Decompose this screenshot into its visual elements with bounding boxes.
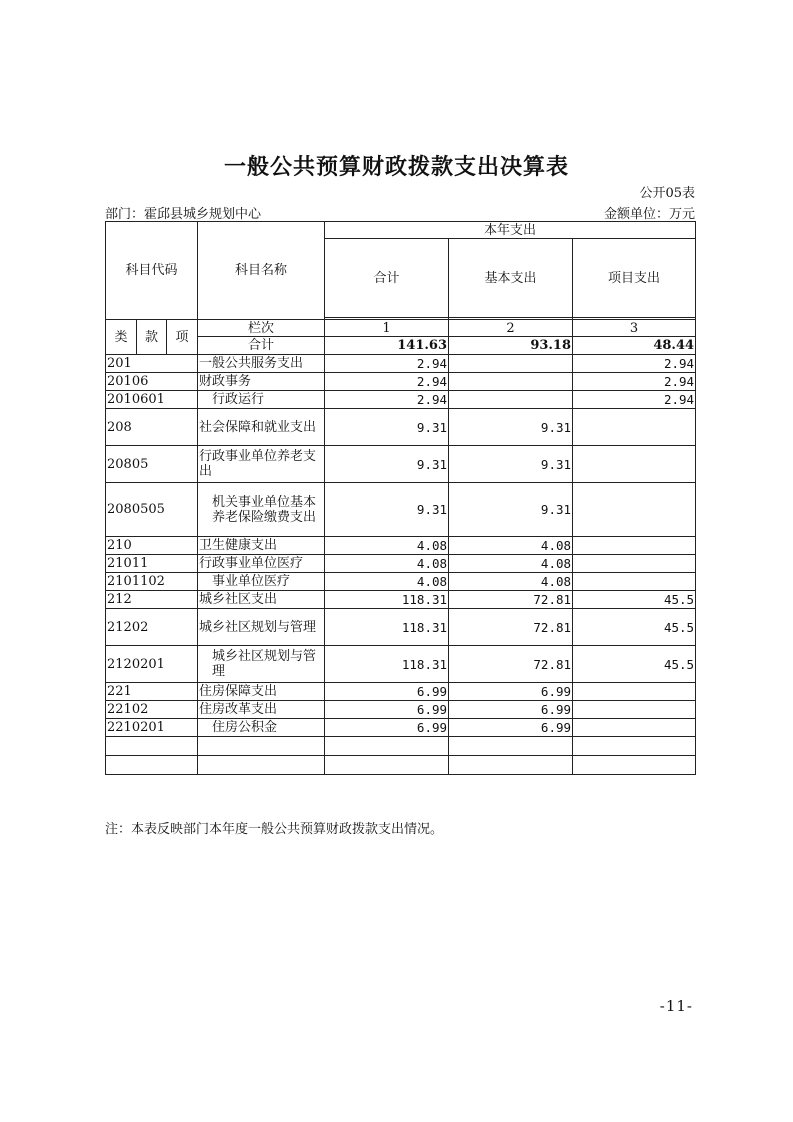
table-row [106, 646, 696, 683]
empty-row [106, 737, 696, 756]
row-code: 21202 [106, 609, 198, 646]
row-project: 2.94 [573, 355, 696, 373]
table-row [106, 609, 696, 646]
empty-cell [573, 756, 696, 775]
row-code: 212 [106, 591, 198, 609]
row-basic: 6.99 [449, 683, 573, 701]
row-code: 221 [106, 683, 198, 701]
row-total: 6.99 [325, 701, 449, 719]
row-basic: 6.99 [449, 719, 573, 737]
unit-label: 金额单位：万元 [603, 207, 695, 222]
page-number: -11- [659, 997, 693, 1015]
row-project [573, 683, 696, 701]
row-total: 4.08 [325, 573, 449, 591]
row-code: 210 [106, 537, 198, 555]
row-total: 2.94 [325, 373, 449, 391]
row-project: 2.94 [573, 373, 696, 391]
row-name: 卫生健康支出 [198, 537, 325, 555]
row-basic: 4.08 [449, 537, 573, 555]
row-total: 118.31 [325, 646, 449, 683]
header-code: 科目代码 [106, 222, 198, 320]
col-index-3: 3 [573, 320, 696, 337]
row-name: 城乡社区支出 [198, 591, 325, 609]
row-project: 2.94 [573, 391, 696, 409]
row-project [573, 483, 696, 537]
row-code: 20805 [106, 446, 198, 483]
row-project [573, 537, 696, 555]
row-project: 45.5 [573, 591, 696, 609]
header-xiang: 项 [167, 320, 198, 355]
header-lei: 类 [106, 320, 137, 355]
table-row [106, 573, 696, 591]
empty-cell [106, 737, 198, 756]
footnote: 注：本表反映部门本年度一般公共预算财政拨款支出情况。 [105, 822, 444, 837]
row-code: 21011 [106, 555, 198, 573]
row-code: 22102 [106, 701, 198, 719]
table-row [106, 719, 696, 737]
table-row [106, 683, 696, 701]
row-total: 4.08 [325, 555, 449, 573]
row-name: 一般公共服务支出 [198, 355, 325, 373]
row-basic [449, 355, 573, 373]
row-name: 社会保障和就业支出 [198, 409, 325, 446]
row-code: 2010601 [106, 391, 198, 409]
row-total: 6.99 [325, 719, 449, 737]
empty-cell [198, 756, 325, 775]
row-name: 机关事业单位基本养老保险缴费支出 [198, 483, 325, 537]
header-name: 科目名称 [198, 222, 325, 320]
row-basic: 72.81 [449, 609, 573, 646]
table-row [106, 373, 696, 391]
empty-cell [325, 756, 449, 775]
empty-cell [449, 737, 573, 756]
col-index-1: 1 [325, 320, 449, 337]
row-code: 2210201 [106, 719, 198, 737]
row-project [573, 555, 696, 573]
row-basic: 4.08 [449, 573, 573, 591]
empty-cell [573, 737, 696, 756]
row-project [573, 701, 696, 719]
sum-basic: 93.18 [449, 337, 573, 355]
row-code: 208 [106, 409, 198, 446]
empty-cell [106, 756, 198, 775]
budget-table [105, 221, 696, 775]
table-row [106, 355, 696, 373]
table-row [106, 483, 696, 537]
row-basic: 9.31 [449, 409, 573, 446]
table-row [106, 555, 696, 573]
table-row [106, 537, 696, 555]
row-total: 118.31 [325, 609, 449, 646]
row-name: 住房改革支出 [198, 701, 325, 719]
row-code: 201 [106, 355, 198, 373]
row-basic: 9.31 [449, 483, 573, 537]
row-project: 45.5 [573, 646, 696, 683]
row-code: 20106 [106, 373, 198, 391]
row-basic [449, 373, 573, 391]
row-total: 9.31 [325, 409, 449, 446]
col-index-2: 2 [449, 320, 573, 337]
row-name: 事业单位医疗 [198, 573, 325, 591]
page-title: 一般公共预算财政拨款支出决算表 [223, 155, 569, 180]
row-total: 9.31 [325, 483, 449, 537]
row-name: 行政运行 [198, 391, 325, 409]
sum-total: 141.63 [325, 337, 449, 355]
table-row [106, 701, 696, 719]
header-project: 项目支出 [573, 239, 696, 318]
row-basic: 6.99 [449, 701, 573, 719]
row-name: 财政事务 [198, 373, 325, 391]
row-total: 9.31 [325, 446, 449, 483]
table-row [106, 591, 696, 609]
sum-label: 合计 [198, 337, 325, 355]
row-project [573, 446, 696, 483]
row-project [573, 573, 696, 591]
row-project [573, 719, 696, 737]
row-basic: 72.81 [449, 646, 573, 683]
row-code: 2101102 [106, 573, 198, 591]
row-name: 行政事业单位养老支出 [198, 446, 325, 483]
table-row [106, 409, 696, 446]
row-basic: 9.31 [449, 446, 573, 483]
empty-row [106, 756, 696, 775]
row-total: 2.94 [325, 391, 449, 409]
header-kuan: 款 [137, 320, 167, 355]
department-label: 部门：霍邱县城乡规划中心 [105, 207, 262, 222]
row-project [573, 409, 696, 446]
row-name: 住房保障支出 [198, 683, 325, 701]
row-code: 2120201 [106, 646, 198, 683]
table-row [106, 446, 696, 483]
row-total: 118.31 [325, 591, 449, 609]
row-basic: 72.81 [449, 591, 573, 609]
row-name: 城乡社区规划与管理 [198, 646, 325, 683]
header-lanci: 栏次 [198, 320, 325, 337]
empty-cell [325, 737, 449, 756]
header-basic: 基本支出 [449, 239, 573, 318]
header-current-year: 本年支出 [325, 222, 696, 239]
row-total: 6.99 [325, 683, 449, 701]
row-basic [449, 391, 573, 409]
row-name: 城乡社区规划与管理 [198, 609, 325, 646]
header-total: 合计 [325, 239, 449, 318]
row-total: 2.94 [325, 355, 449, 373]
row-code: 2080505 [106, 483, 198, 537]
empty-cell [449, 756, 573, 775]
table-row [106, 391, 696, 409]
sum-project: 48.44 [573, 337, 696, 355]
row-project: 45.5 [573, 609, 696, 646]
form-number: 公开05表 [639, 186, 695, 201]
row-basic: 4.08 [449, 555, 573, 573]
empty-cell [198, 737, 325, 756]
row-name: 行政事业单位医疗 [198, 555, 325, 573]
row-name: 住房公积金 [198, 719, 325, 737]
row-total: 4.08 [325, 537, 449, 555]
